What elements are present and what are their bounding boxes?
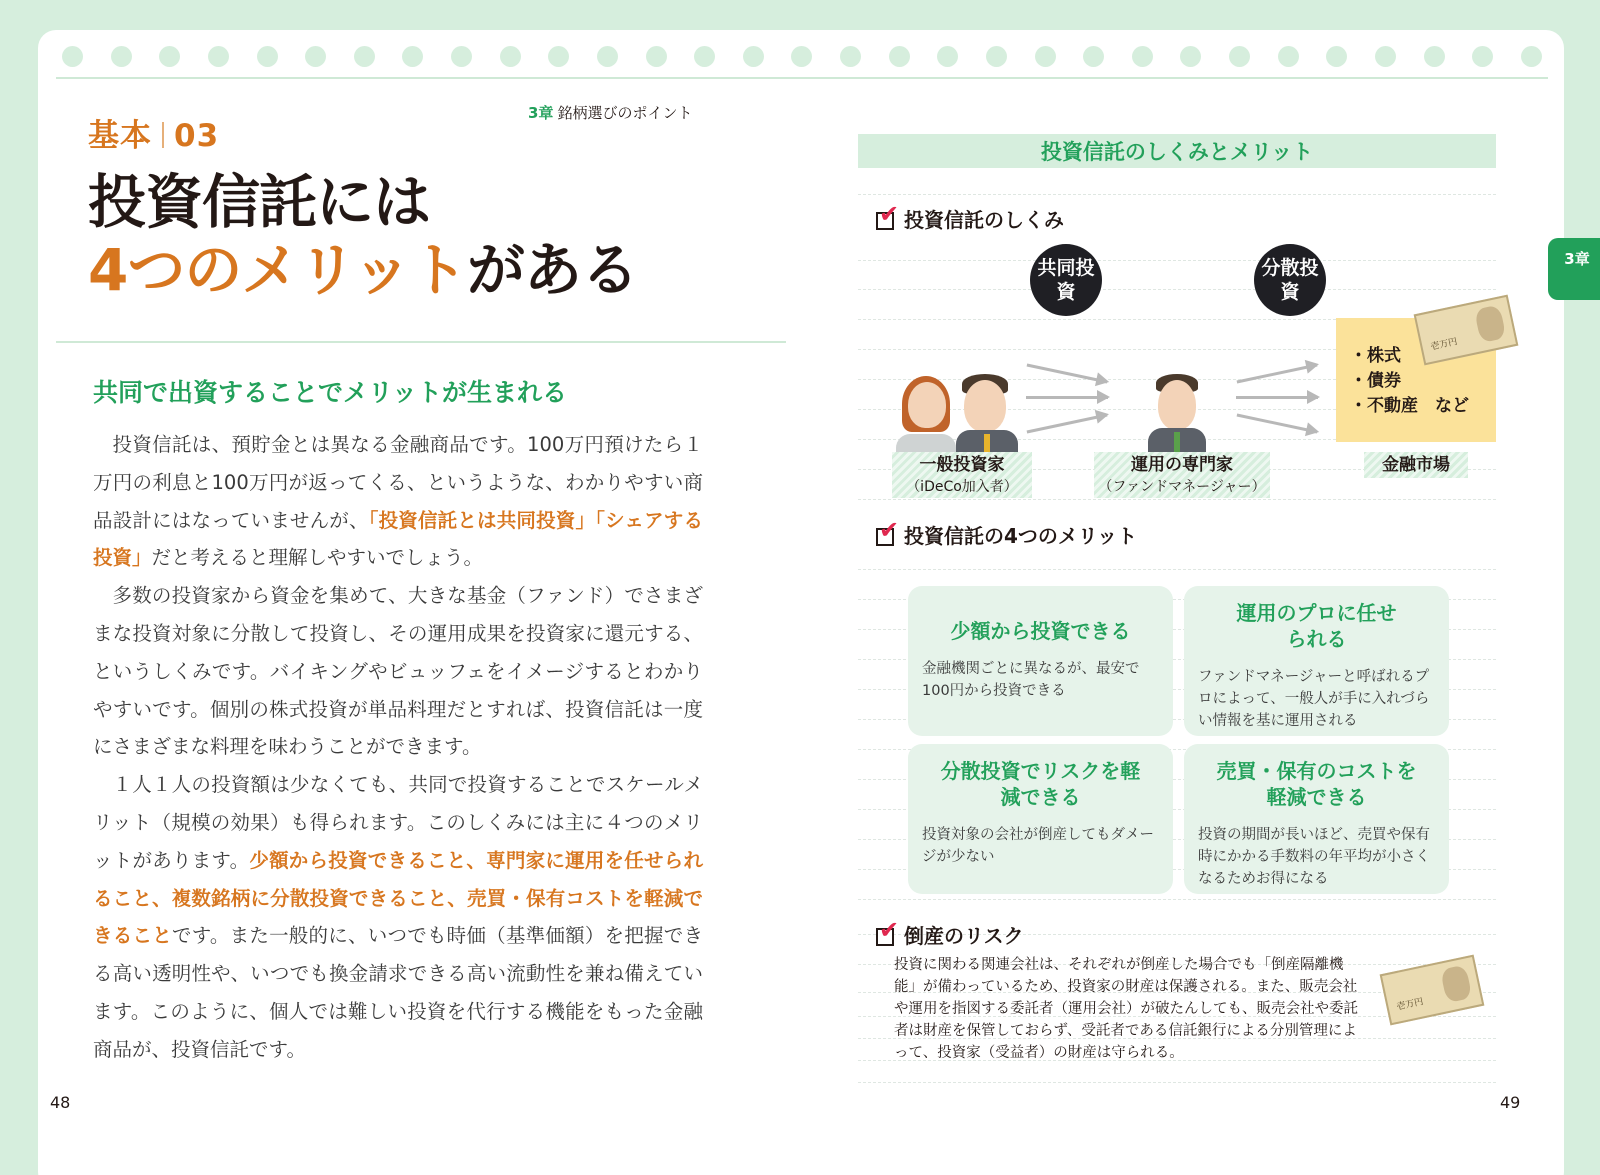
page-number-left: 48 <box>50 1093 71 1112</box>
paragraph-3: １人１人の投資額は少なくても、共同で投資することでスケールメリット（規模の効果）も得られます。このしくみには主に４つのメリットがあります。少額から投資できること、専門家に運用を任せられること、複数銘柄に分散投資できること、売買・保有コストを軽減できることです。また一般的に、いつでも時価（基準価額）を把握できる高い透明性や、いつでも換金請求できる高い流動性を兼ね備えています。このように、個人では難しい投資を代行する機能をもった金融商品が、投資信託です。 <box>93 773 703 1061</box>
section-heading-structure: ✔ 投資信託のしくみ <box>876 204 1064 233</box>
arrow-icon <box>1027 414 1108 434</box>
top-divider <box>56 77 1548 79</box>
lesson-label: 基本 03 <box>88 118 220 154</box>
checkbox-icon: ✔ <box>876 924 898 946</box>
diagram-banner: 投資信託のしくみとメリット <box>858 134 1496 168</box>
label-fund-manager: 運用の専門家 （ファンドマネージャー） <box>1094 452 1270 498</box>
banknote-icon: 壱万円 <box>1380 955 1485 1026</box>
right-page <box>858 134 1496 1061</box>
merit-card-cost: 売買・保有のコストを軽減できる 投資の期間が長いほど、売買や保有時にかかる手数料の年平均が小さくなるためお得になる <box>1184 744 1449 894</box>
merit-card-professional: 運用のプロに任せられる ファンドマネージャーと呼ばれるプロによって、一般人が手に入れづらい情報を基に運用される <box>1184 586 1449 736</box>
arrow-icon <box>1237 414 1318 434</box>
merit-card-small-amount: 少額から投資できる 金融機関ごとに異なるが、最安で100円から投資できる <box>908 586 1173 736</box>
body-text <box>93 426 703 1069</box>
chapter-header: 3章 銘柄選びのポイント <box>528 104 693 122</box>
label-market: 金融市場 <box>1364 452 1468 478</box>
label-investor: 一般投資家 （iDeCo加入者） <box>892 452 1032 498</box>
title-divider <box>56 341 786 343</box>
section-heading-merits: ✔ 投資信託の4つのメリット <box>876 520 1137 549</box>
paragraph-2: 多数の投資家から資金を集めて、大きな基金（ファンド）でさまざまな投資対象に分散して投資し、その運用成果を投資家に還元する、というしくみです。バイキングやビュッフェをイメージするとわかりやすいです。個別の株式投資が単品料理だとすれば、投資信託は一度にさまざまな料理を味わうことができます。 <box>93 584 703 759</box>
market-items: ・株式 ・債券 ・不動産 など <box>1350 346 1469 416</box>
page-number-right: 49 <box>1500 1093 1521 1112</box>
checkbox-icon: ✔ <box>876 524 898 546</box>
merit-card-diversification: 分散投資でリスクを軽減できる 投資対象の会社が倒産してもダメージが少ない <box>908 744 1173 894</box>
bankruptcy-risk-text: 投資に関わる関連会社は、それぞれが倒産した場合でも「倒産隔離機能」が備わっているため、投資家の財産は保護される。また、販売会社や運用を指図する委託者（運用会社）が破たんしても、販売会社や委託者は財産を保管しておらず、受託者である信託銀行による分別管理によって、投資家（受益者）の財産は守られる。 <box>894 957 1358 1061</box>
checkbox-icon: ✔ <box>876 208 898 230</box>
arrow-icon <box>1236 396 1318 399</box>
banknote-icon: 壱万円 <box>1414 295 1519 366</box>
arrow-icon <box>1027 364 1108 384</box>
book-spread <box>38 30 1564 1175</box>
joint-investment-badge: 共同投資 <box>1030 244 1102 316</box>
arrow-icon <box>1026 396 1108 399</box>
page-title: 投資信託には 4つのメリットがある <box>88 168 639 304</box>
chapter-tab[interactable]: 3章 <box>1548 238 1600 300</box>
arrow-icon <box>1237 364 1318 384</box>
subheading: 共同で出資することでメリットが生まれる <box>93 378 568 407</box>
diversified-investment-badge: 分散投資 <box>1254 244 1326 316</box>
binding-rings <box>62 46 1542 67</box>
section-heading-bankruptcy: ✔ 倒産のリスク <box>876 920 1024 949</box>
paragraph-1: 投資信託は、預貯金とは異なる金融商品です。100万円預けたら１万円の利息と100万円が返ってくる、というような、わかりやすい商品設計にはなっていませんが、「投資信託とは共同投資」「シェアする投資」だと考えると理解しやすいでしょう。 <box>93 433 703 570</box>
